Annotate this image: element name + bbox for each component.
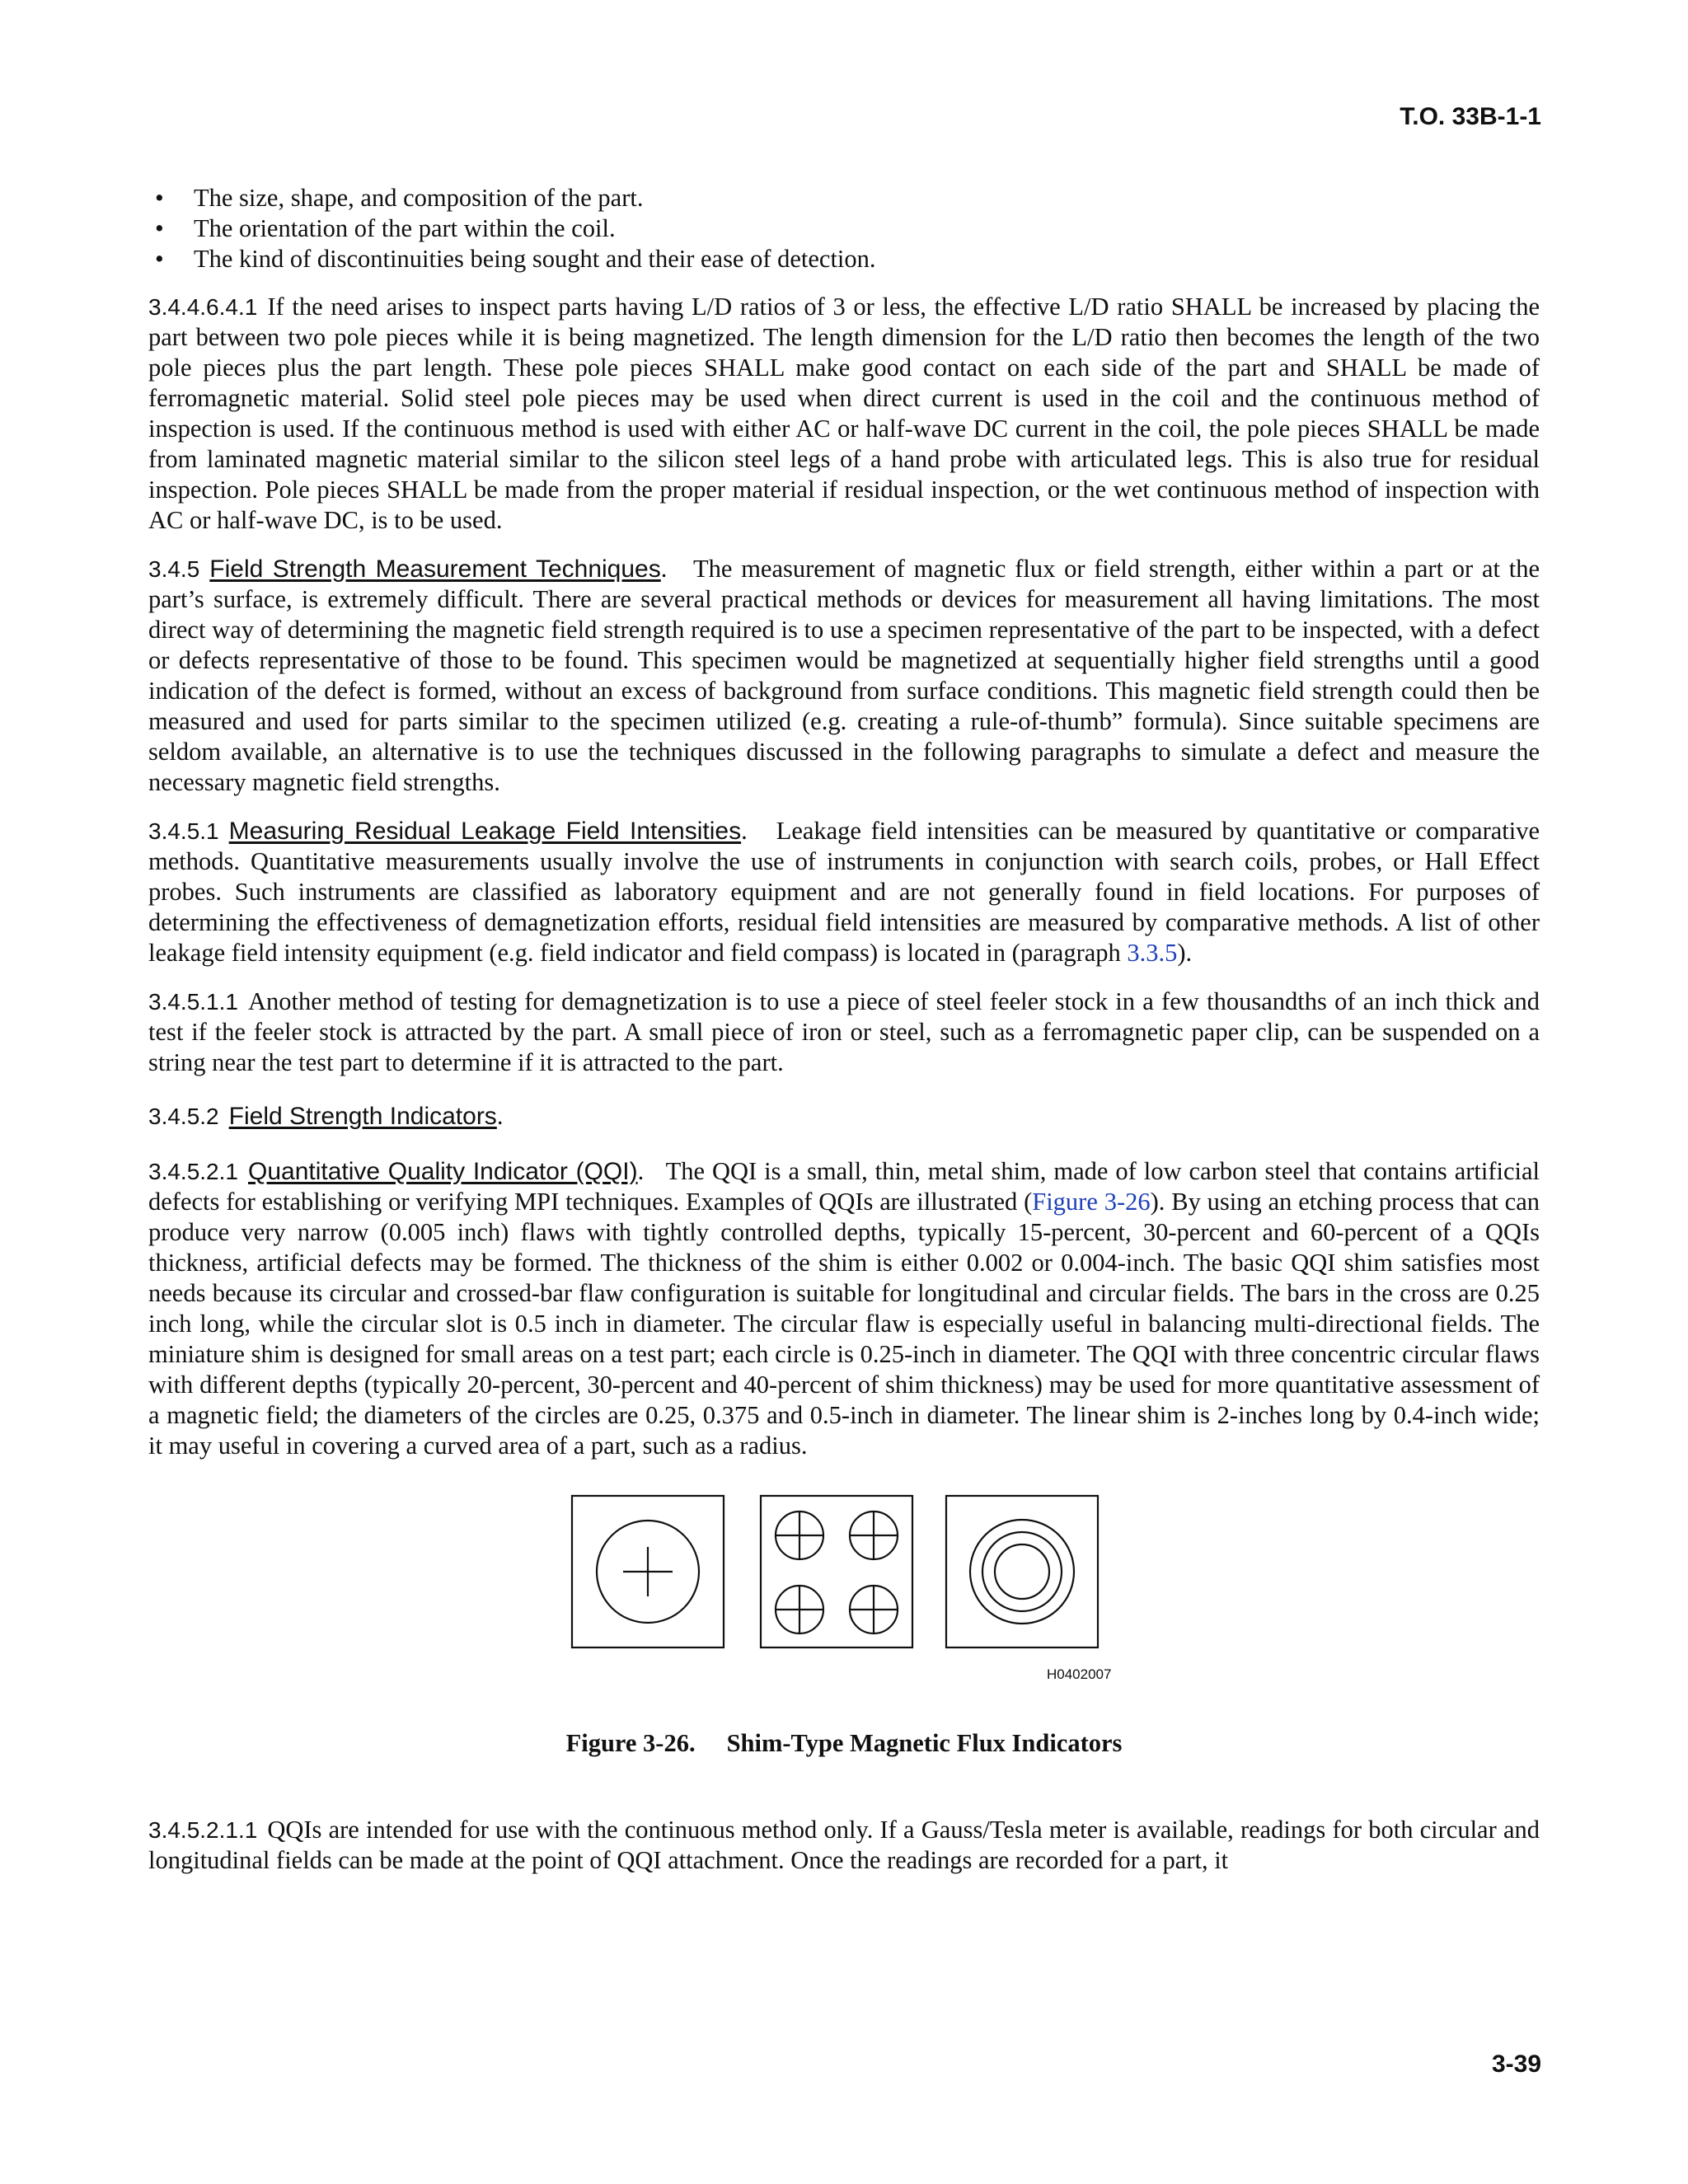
document-id: T.O. 33B-1-1	[1400, 103, 1541, 130]
figure-caption	[148, 1728, 1540, 1759]
shim-indicators-figure	[148, 1494, 1540, 1704]
section-title: Measuring Residual Leakage Field Intensities	[228, 818, 742, 845]
figure-label: Figure 3-26.	[565, 1729, 696, 1757]
paragraph-number: 3.4.5.2	[148, 1104, 219, 1129]
bullet-icon: •	[155, 184, 164, 212]
paragraph-3-4-5-2-1-1	[148, 1815, 1540, 1876]
figure-code: H0402007	[1047, 1666, 1112, 1682]
paragraph-number: 3.4.5.2.1.1	[148, 1817, 258, 1843]
page-content	[148, 183, 1540, 1894]
section-title: Field Strength Measurement Techniques	[209, 555, 661, 583]
paragraph-3-4-4-6-4-1	[148, 292, 1540, 536]
figure-title: Shim-Type Magnetic Flux Indicators	[726, 1729, 1123, 1757]
bullet-icon: •	[155, 245, 164, 273]
paragraph-3-4-5: 3.4.5 Field Strength Measurement Techniques. The measurement of magnetic flux or field strength, either within a part or at the part’s surface, is extremely difficult. There are several practical methods or devices for measurement all having limitations. The most direct way of determining the magnetic field strength required is to use a specimen representative of the part to be inspected, with a defect or defects representative of those to be found. This specimen would be magnetized at sequentially higher field strengths until a good indication of the defect is formed, without an excess of background from surface conditions. This magnetic field strength could then be measured and used for parts similar to the specimen utilized (e.g. creating a rule-of-thumb” formula). Since suitable specimens are seldom available, an alternative is to use the techniques discussed in the following paragraphs to simulate a defect and measure the necessary magnetic field strengths.	[148, 555, 1540, 796]
list-item: • The orientation of the part within the coil.	[155, 214, 616, 242]
paragraph-3-4-5-2-1: 3.4.5.2.1 Quantitative Quality Indicator (QQI). The QQI is a small, thin, metal shim, made of low carbon steel that contains artificial defects for establishing or verifying MPI techniques. Examples of QQIs are illustrated (Figure 3-26). By using an etching process that can produce very narrow (0.005 inch) flaws with tightly controlled depths, typically 15-percent, 30-percent and 60-percent of a QQIs thickness, artificial defects may be formed. The thickness of the shim is either 0.002 or 0.004-inch. The basic QQI shim satisfies most needs because its circular and crossed-bar flaw configuration is suitable for longitudinal and circular fields. The bars in the cross are 0.25 inch long, while the circular slot is 0.5 inch in diameter. The circular flaw is especially useful in balancing multi-directional fields. The miniature shim is designed for small areas on a test part; each circle is 0.25-inch in diameter. The QQI with three concentric circular flaws with different depths (typically 20-percent, 30-percent and 40-percent of shim thickness) may be used for more quantitative assessment of a magnetic field; the diameters of the circles are 0.25, 0.375 and 0.5-inch in diameter. The linear shim is 2-inches long by 0.4-inch wide; it may useful in covering a curved area of a part, such as a radius.	[148, 1157, 1540, 1460]
bullet-icon: •	[155, 214, 164, 242]
paragraph-3-4-5-1-1	[148, 987, 1540, 1078]
paragraph-text: QQIs are intended for use with the continuous method only. If a Gauss/Tesla meter is available, readings for both circular and longitudinal fields can be made at the point of QQI attachment. Once the readings are recorded for a part, it	[148, 1816, 1540, 1874]
paragraph-link[interactable]: 3.3.5	[1127, 939, 1178, 967]
figure-link[interactable]: Figure 3-26	[1032, 1188, 1151, 1216]
paragraph-number: 3.4.5.2.1	[148, 1159, 238, 1184]
paragraph-text: The measurement of magnetic flux or field strength, either within a part or at the part’s surface, is extremely difficult. There are several practical methods or devices for measurement all having limitations. The most direct way of determining the magnetic field strength required is to use a specimen representative of the part to be inspected, with a defect or defects representative of those to be found. This specimen would be magnetized at sequentially higher field strengths until a good indication of the defect is formed, without an excess of background from surface conditions. This magnetic field strength could then be measured and used for parts similar to the specimen utilized (e.g. creating a rule-of-thumb” formula). Since suitable specimens are seldom available, an alternative is to use the techniques discussed in the following paragraphs to simulate a defect and measure the necessary magnetic field strengths.	[148, 555, 1540, 796]
miniature-shim-icon	[761, 1496, 912, 1647]
paragraph-text: If the need arises to inspect parts having L/D ratios of 3 or less, the effective L/D ratio SHALL be increased by placing the part between two pole pieces while it is being magnetized. The length dimension for the L/D ratio then becomes the length of the two pole pieces plus the part length. These pole pieces SHALL make good contact on each side of the part and SHALL be made of ferromagnetic material. Solid steel pole pieces may be used when direct current is used in the coil and the continuous method of inspection is used. If the continuous method is used with either AC or half-wave DC current in the coil, the pole pieces SHALL be made from laminated magnetic material similar to the silicon steel legs of a hand probe with articulated legs. This is also true for residual inspection. Pole pieces SHALL be made from the proper material if residual inspection, or the wet continuous method of inspection with AC or half-wave DC, is to be used.	[148, 293, 1540, 534]
factor-list	[148, 183, 1540, 274]
page-number: 3-39	[1491, 2050, 1541, 2078]
basic-shim-icon	[572, 1496, 724, 1647]
paragraph-number: 3.4.5	[148, 556, 200, 582]
list-item: • The kind of discontinuities being sought and their ease of detection.	[155, 245, 876, 273]
section-title: Quantitative Quality Indicator (QQI)	[247, 1158, 638, 1185]
paragraph-text: Leakage field intensities can be measured by quantitative or comparative methods. Quantitative measurements usually involve the use of instruments in conjunction with search coils, probes, or Hall Effect probes. Such instruments are classified as laboratory equipment and are not generally found in field locations. For purposes of determining the effectiveness of demagnetization efforts, residual field intensities are measured by comparative methods. A list of other leakage field intensity equipment (e.g. field indicator and field compass) is located in (paragraph	[148, 817, 1540, 967]
paragraph-text: The QQI is a small, thin, metal shim, made of low carbon steel that contains artificial defects for establishing or verifying MPI techniques. Examples of QQIs are illustrated (	[148, 1157, 1540, 1216]
list-item: • The size, shape, and composition of the part.	[155, 184, 644, 212]
paragraph-number: 3.4.5.1.1	[148, 989, 238, 1015]
paragraph-3-4-5-1: 3.4.5.1 Measuring Residual Leakage Field Intensities. Leakage field intensities can be measured by quantitative or comparative methods. Quantitative measurements usually involve the use of instruments in conjunction with search coils, probes, or Hall Effect probes. Such instruments are classified as laboratory equipment and are not generally found in field locations. For purposes of determining the effectiveness of demagnetization efforts, residual field intensities are measured by comparative methods. A list of other leakage field intensity equipment (e.g. field indicator and field compass) is located in (paragraph 3.3.5).	[148, 817, 1540, 967]
figure-3-26	[148, 1494, 1540, 1704]
paragraph-number: 3.4.5.1	[148, 818, 219, 844]
concentric-shim-icon	[946, 1496, 1098, 1647]
paragraph-text: Another method of testing for demagnetization is to use a piece of steel feeler stock in a few thousandths of an inch thick and test if the feeler stock is attracted by the part. A small piece of iron or steel, such as a ferromagnetic paper clip, can be suspended on a string near the test part to determine if it is attracted to the part.	[148, 987, 1540, 1076]
section-title: Field Strength Indicators	[228, 1103, 497, 1130]
paragraph-3-4-5-2: 3.4.5.2 Field Strength Indicators.	[148, 1102, 504, 1130]
paragraph-number: 3.4.4.6.4.1	[148, 294, 258, 320]
